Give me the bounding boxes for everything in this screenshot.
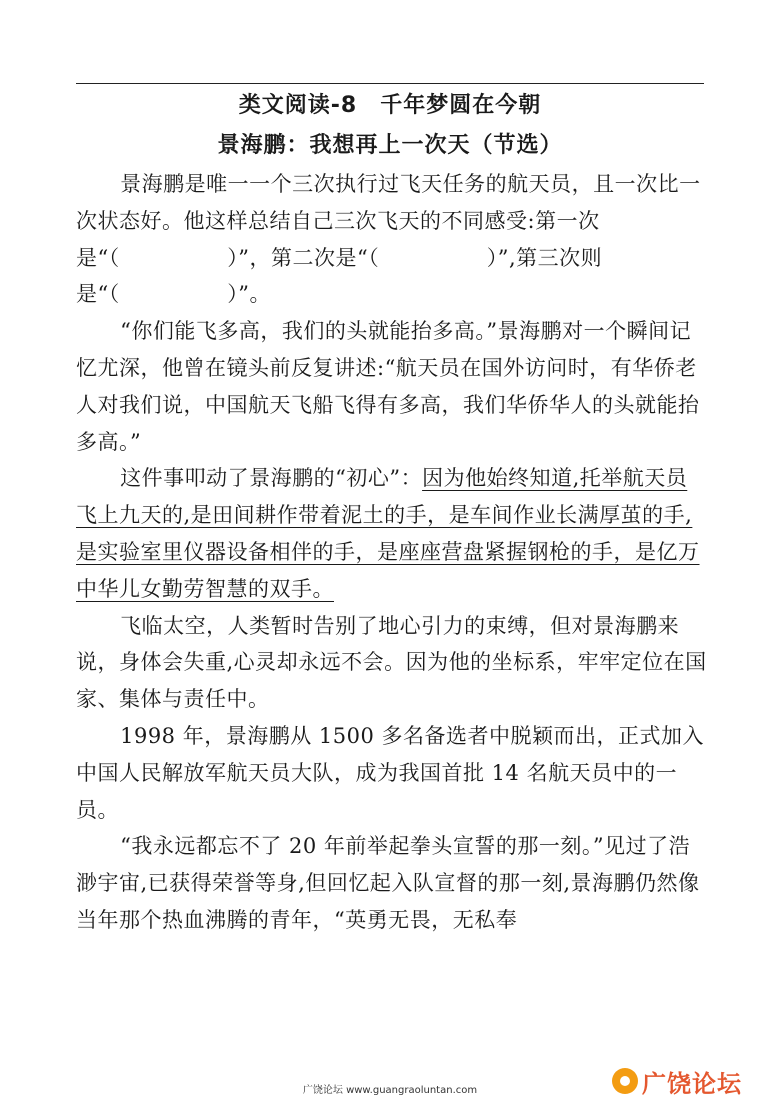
top-rule: [76, 83, 704, 84]
paragraph-1: 景海鹏是唯一一个三次执行过飞天任务的航天员，且一次比一次状态好。他这样总结自己三次飞天的不同感受:第一次是“（ ）”，第二次是“（ ）”,第三次则是“（ ）”。: [76, 172, 701, 307]
paragraph-3-lead: 这件事叩动了景海鹏的“初心”：: [120, 466, 423, 491]
paragraph-5: 1998 年，景海鹏从 1500 多名备选者中脱颖而出，正式加入中国人民解放军航天员大队，成为我国首批 14 名航天员中的一员。: [76, 723, 705, 822]
article-subtitle: 景海鹏：我想再上一次天（节选）: [217, 133, 563, 158]
footer-watermark: 广饶论坛 www.guangraoluntan.com: [302, 1085, 478, 1096]
article-body: [76, 166, 708, 939]
paragraph-6: “我永远都忘不了 20 年前举起拳头宣誓的那一刻。”见过了浩渺宇宙,已获得荣誉等身,但回忆起入队宣督的那一刻,景海鹏仍然像当年那个热血沸腾的青年，“英勇无畏，无私奉: [76, 834, 700, 932]
paragraph-4: 飞临太空，人类暂时告别了地心引力的束缚，但对景海鹏来说，身体会失重,心灵却永远不会。因为他的坐标系，牢牢定位在国家、集体与责任中。: [76, 613, 707, 712]
paragraph-3: [76, 460, 708, 607]
site-logo: [612, 1066, 742, 1096]
paragraph-2: “你们能飞多高，我们的头就能抬多高。”景海鹏对一个瞬间记忆尤深，他曾在镜头前反复讲述:“航天员在国外访问时，有华侨老人对我们说，中国航天飞船飞得有多高，我们华侨华人的头就能抬多高。”: [76, 319, 700, 454]
page-title: 类文阅读-8 千年梦圆在今朝: [238, 93, 542, 118]
logo-text: 广饶论坛: [642, 1069, 742, 1098]
logo-icon: [612, 1068, 638, 1094]
underlined-passage: 因为他始终知道,托举航天员飞上九天的,是田间耕作带着泥土的手，是车间作业长满厚茧的手,是实验室里仪器设备相伴的手，是座座营盘紧握钢枪的手，是亿万中华儿女勤劳智慧的双手。: [76, 466, 700, 601]
